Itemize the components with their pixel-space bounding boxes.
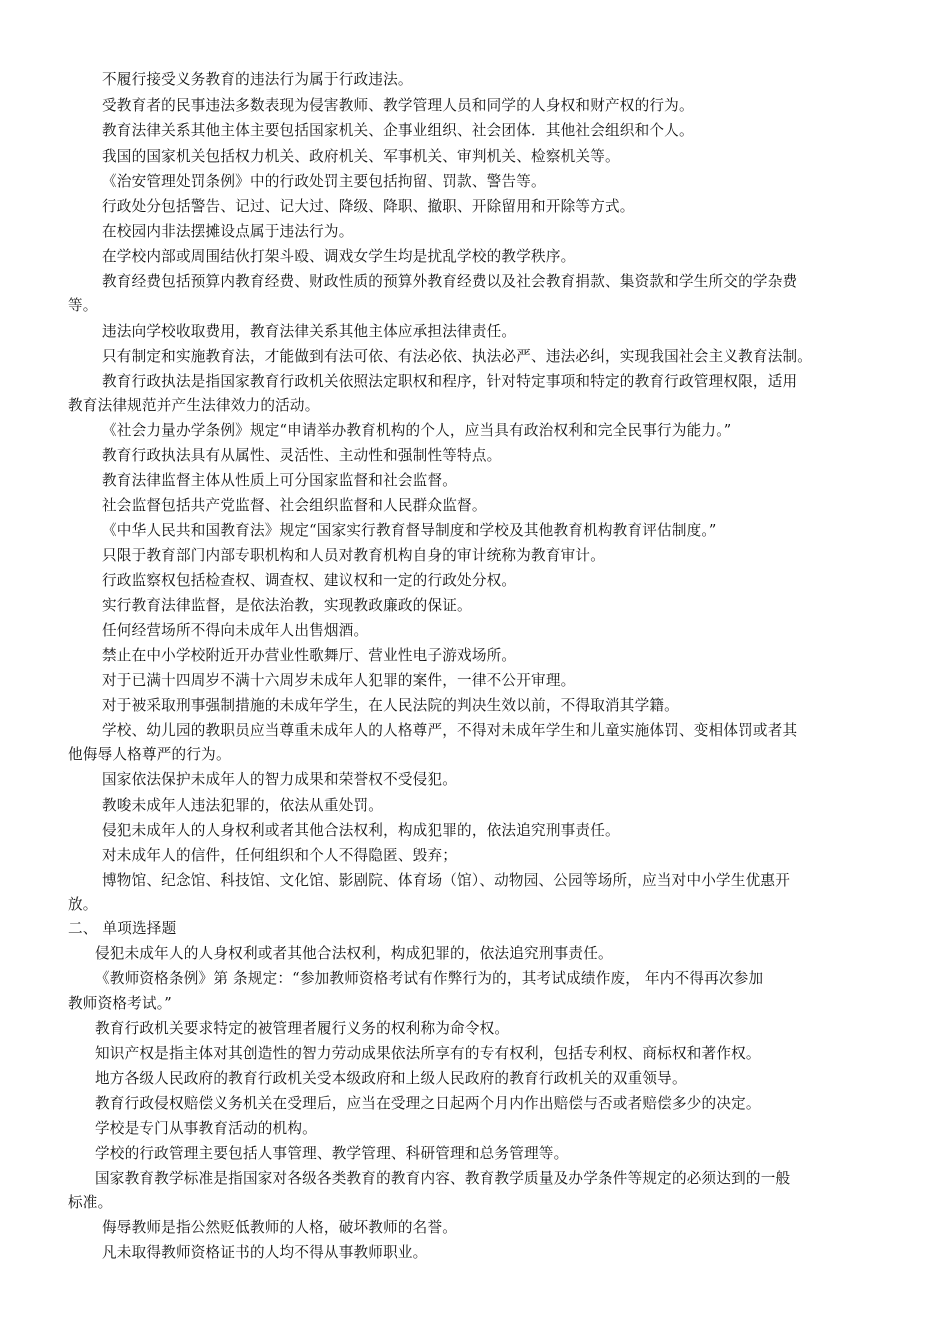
text-line: 教育行政执法是指国家教育行政机关依照法定职权和程序，针对特定事项和特定的教育行政管理权限，适用 xyxy=(102,373,798,390)
text-line: 学校的行政管理主要包括人事管理、教学管理、科研管理和总务管理等。 xyxy=(95,1145,569,1162)
text-line: 对于已满十四周岁不满十六周岁未成年人犯罪的案件，一律不公开审理。 xyxy=(102,672,576,689)
text-line: 知识产权是指主体对其创造性的智力劳动成果依法所享有的专有权利，包括专利权、商标权和著作权。 xyxy=(95,1045,761,1062)
text-line: 侵犯未成年人的人身权利或者其他合法权利，构成犯罪的，依法追究刑事责任。 xyxy=(95,945,613,962)
text-line: 《社会力量办学条例》规定“申请举办教育机构的个人，应当具有政治权利和完全民事行为能力。” xyxy=(102,422,732,439)
text-line: 教育法律关系其他主体主要包括国家机关、企事业组织、社会团体．其他社会组织和个人。 xyxy=(102,122,694,139)
text-line: 任何经营场所不得向未成年人出售烟酒。 xyxy=(102,622,369,639)
text-line: 国家依法保护未成年人的智力成果和荣誉权不受侵犯。 xyxy=(102,771,458,788)
text-line: 《教师资格条例》第 条规定：“参加教师资格考试有作弊行为的，其考试成绩作废， 年内不得再次参加 xyxy=(95,970,764,987)
text-line: 禁止在中小学校附近开办营业性歌舞厅、营业性电子游戏场所。 xyxy=(102,647,517,664)
text-line: 只限于教育部门内部专职机构和人员对教育机构自身的审计统称为教育审计。 xyxy=(102,547,605,564)
text-line: 违法向学校收取费用，教育法律关系其他主体应承担法律责任。 xyxy=(102,323,517,340)
text-line: 《中华人民共和国教育法》规定“国家实行教育督导制度和学校及其他教育机构教育评估制度。” xyxy=(102,522,717,539)
text-line: 教育经费包括预算内教育经费、财政性质的预算外教育经费以及社会教育捐款、集资款和学生所交的学杂费 xyxy=(102,273,798,290)
text-line: 侮辱教师是指公然贬低教师的人格，破坏教师的名誉。 xyxy=(102,1219,458,1236)
text-line: 地方各级人民政府的教育行政机关受本级政府和上级人民政府的教育行政机关的双重领导。 xyxy=(95,1070,687,1087)
text-line: 教育行政机关要求特定的被管理者履行义务的权利称为命令权。 xyxy=(95,1020,510,1037)
text-line: 我国的国家机关包括权力机关、政府机关、军事机关、审判机关、检察机关等。 xyxy=(102,148,620,165)
text-line: 标准。 xyxy=(68,1194,113,1211)
text-line: 对于被采取刑事强制措施的未成年学生，在人民法院的判决生效以前，不得取消其学籍。 xyxy=(102,697,679,714)
section-heading: 二、 单项选择题 xyxy=(68,920,177,937)
text-line: 社会监督包括共产党监督、社会组织监督和人民群众监督。 xyxy=(102,497,487,514)
text-line: 《治安管理处罚条例》中的行政处罚主要包括拘留、罚款、警告等。 xyxy=(102,173,546,190)
text-line: 他侮辱人格尊严的行为。 xyxy=(68,746,231,763)
text-line: 等。 xyxy=(68,297,98,314)
text-line: 凡未取得教师资格证书的人均不得从事教师职业。 xyxy=(102,1244,428,1261)
text-line: 教育法律规范并产生法律效力的活动。 xyxy=(68,397,320,414)
text-line: 学校、幼儿园的教职员应当尊重未成年人的人格尊严，不得对未成年学生和儿童实施体罚、变相体罚或者其 xyxy=(102,722,798,739)
text-line: 学校是专门从事教育活动的机构。 xyxy=(95,1120,317,1137)
text-line: 教育行政执法具有从属性、灵活性、主动性和强制性等特点。 xyxy=(102,447,502,464)
text-line: 在学校内部或周围结伙打架斗殴、调戏女学生均是扰乱学校的教学秩序。 xyxy=(102,248,576,265)
text-line: 对未成年人的信件，任何组织和个人不得隐匿、毁弃； xyxy=(102,847,458,864)
text-line: 博物馆、纪念馆、科技馆、文化馆、影剧院、体育场（馆）、动物园、公园等场所，应当对中小学生优惠开 xyxy=(102,872,791,889)
text-line: 不履行接受义务教育的违法行为属于行政违法。 xyxy=(102,71,413,88)
text-line: 放。 xyxy=(68,896,98,913)
text-line: 教育法律监督主体从性质上可分国家监督和社会监督。 xyxy=(102,472,458,489)
text-line: 在校园内非法摆摊设点属于违法行为。 xyxy=(102,223,354,240)
text-line: 行政监察权包括检查权、调查权、建议权和一定的行政处分权。 xyxy=(102,572,517,589)
text-line: 行政处分包括警告、记过、记大过、降级、降职、撤职、开除留用和开除等方式。 xyxy=(102,198,635,215)
text-line: 实行教育法律监督，是依法治教，实现教政廉政的保证。 xyxy=(102,597,472,614)
text-line: 侵犯未成年人的人身权利或者其他合法权利，构成犯罪的，依法追究刑事责任。 xyxy=(102,822,620,839)
text-line: 教育行政侵权赔偿义务机关在受理后，应当在受理之日起两个月内作出赔偿与否或者赔偿多少的决定。 xyxy=(95,1095,761,1112)
text-line: 教师资格考试。” xyxy=(68,995,172,1012)
text-line: 受教育者的民事违法多数表现为侵害教师、教学管理人员和同学的人身权和财产权的行为。 xyxy=(102,97,694,114)
text-line: 只有制定和实施教育法，才能做到有法可依、有法必依、执法必严、违法必纠，实现我国社会主义教育法制。 xyxy=(102,348,813,365)
text-line: 教唆未成年人违法犯罪的，依法从重处罚。 xyxy=(102,797,384,814)
text-line: 国家教育教学标准是指国家对各级各类教育的教育内容、教育教学质量及办学条件等规定的必须达到的一般 xyxy=(95,1170,791,1187)
